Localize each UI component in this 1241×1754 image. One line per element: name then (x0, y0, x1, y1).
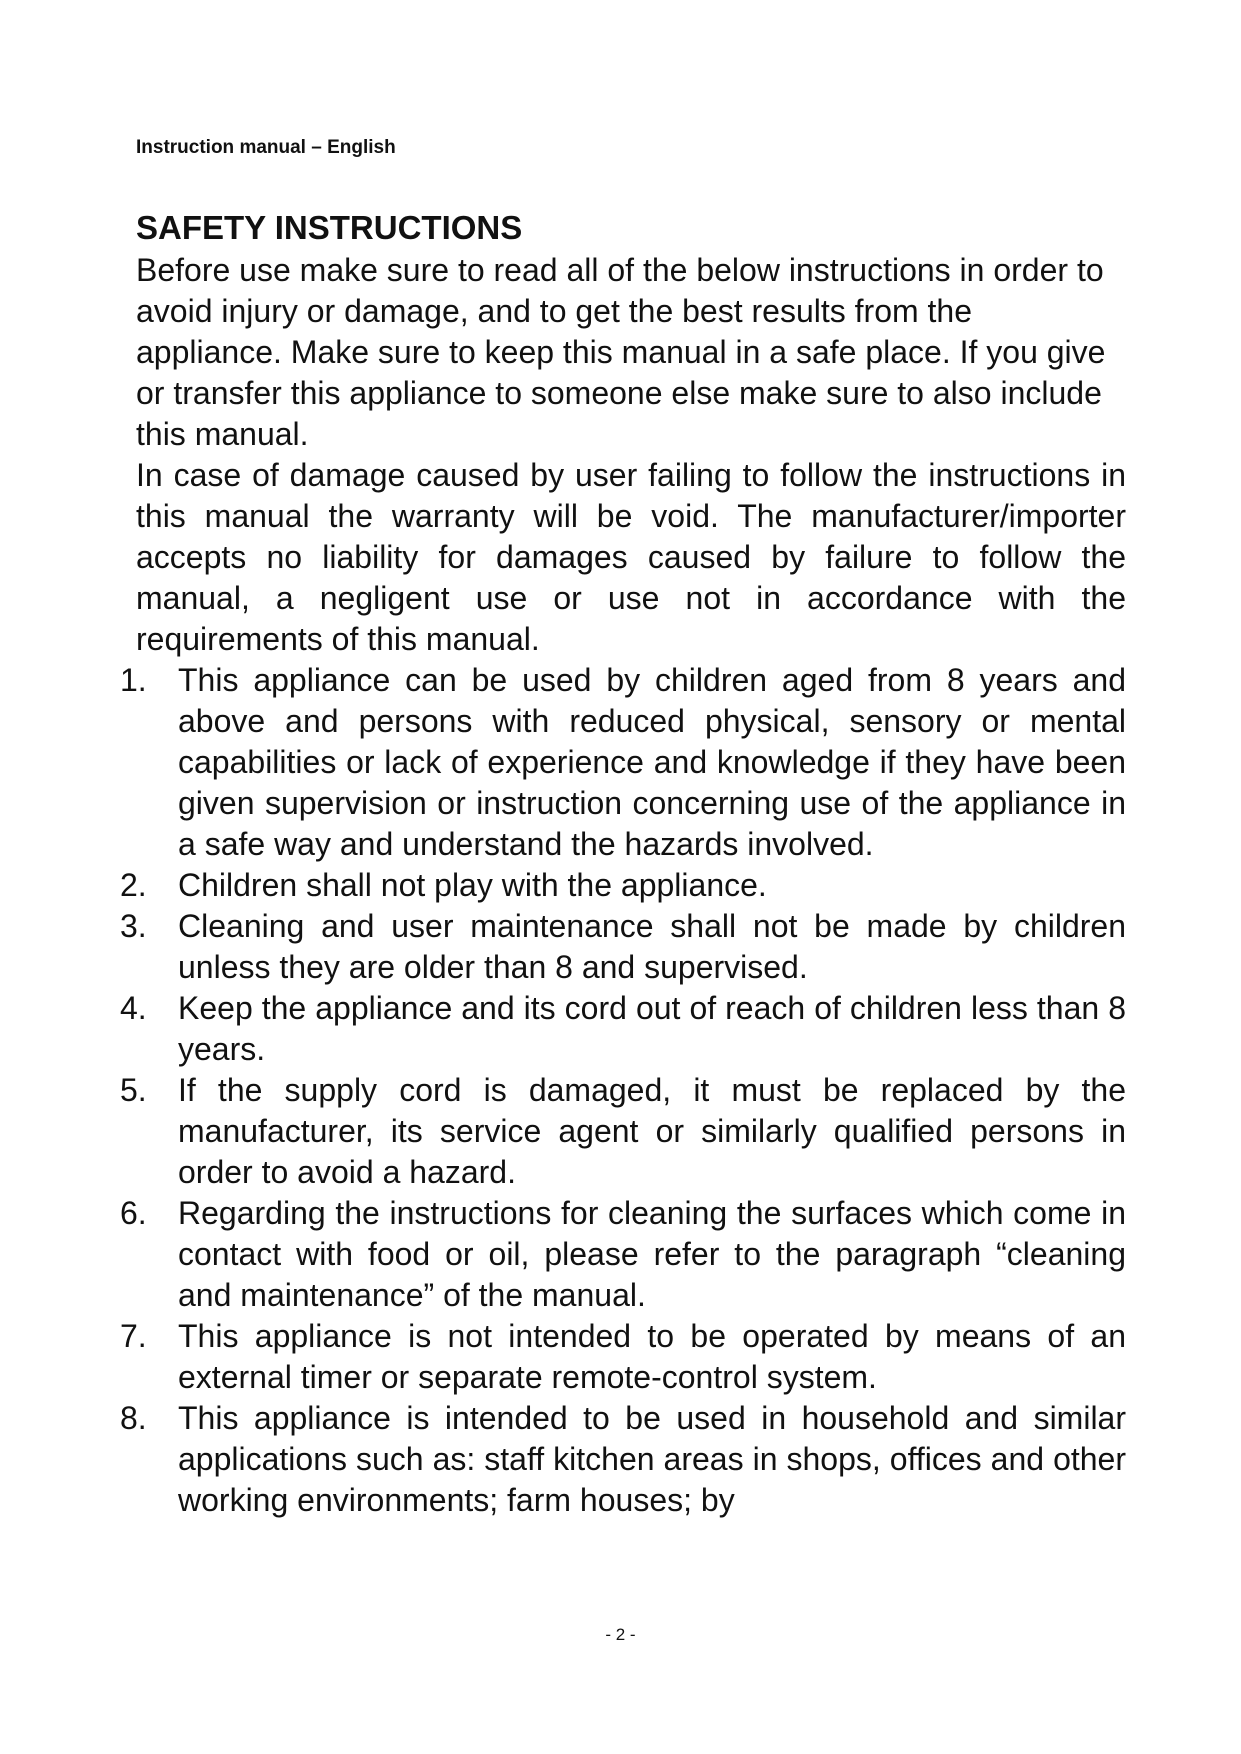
page-number: - 2 - (605, 1625, 636, 1644)
list-item-text: This appliance is not intended to be operated by means of an external timer or separate remote-control system. (178, 1318, 1126, 1395)
page-content (120, 206, 1126, 1521)
list-item-text: If the supply cord is damaged, it must be replaced by the manufacturer, its service agent or similarly qualified persons in order to avoid a hazard. (178, 1072, 1126, 1190)
list-item (120, 1398, 1126, 1521)
list-item-text: Regarding the instructions for cleaning the surfaces which come in contact with food or oil, please refer to the paragraph “cleaning and maintenance” of the manual. (178, 1195, 1126, 1313)
list-item-number: 5. (120, 1072, 147, 1108)
list-item (120, 1316, 1126, 1398)
list-item-number: 2. (120, 867, 147, 903)
list-item-text: This appliance can be used by children aged from 8 years and above and persons with reduced physical, sensory or mental capabilities or lack of experience and knowledge if they have been given supervision or instruction concerning use of the appliance in a safe way and understand the hazards involved. (178, 662, 1126, 862)
list-item-number: 8. (120, 1400, 147, 1436)
list-item-number: 4. (120, 990, 147, 1026)
list-item (120, 988, 1126, 1070)
list-item-number: 6. (120, 1195, 147, 1231)
list-item (120, 1070, 1126, 1193)
list-item (120, 1193, 1126, 1316)
list-item-number: 7. (120, 1318, 147, 1354)
list-item-number: 3. (120, 908, 147, 944)
list-item (120, 906, 1126, 988)
list-item-text: Children shall not play with the appliance. (178, 867, 767, 903)
list-item-text: This appliance is intended to be used in household and similar applications such as: staff kitchen areas in shops, offices and other working environments; farm houses; by (178, 1400, 1126, 1518)
safety-list (120, 660, 1126, 1521)
list-item (120, 660, 1126, 865)
section-title: SAFETY INSTRUCTIONS (136, 209, 523, 246)
list-item-text: Cleaning and user maintenance shall not be made by children unless they are older than 8 and supervised. (178, 908, 1126, 985)
list-item (120, 865, 1126, 906)
running-header: Instruction manual – English (136, 137, 396, 158)
list-item-text: Keep the appliance and its cord out of reach of children less than 8 years. (178, 990, 1126, 1067)
list-item-number: 1. (120, 662, 147, 698)
intro-paragraph: Before use make sure to read all of the below instructions in order to avoid injury or damage, and to get the best results from the appliance. Make sure to keep this manual in a safe place. If you give or transfer this appliance to someone else make sure to also include this manual. (136, 252, 1106, 452)
warranty-paragraph: In case of damage caused by user failing to follow the instructions in this manual the warranty will be void. The manufacturer/importer accepts no liability for damages caused by failure to follow the manual, a negligent use or use not in accordance with the requirements of this manual. (136, 457, 1126, 657)
